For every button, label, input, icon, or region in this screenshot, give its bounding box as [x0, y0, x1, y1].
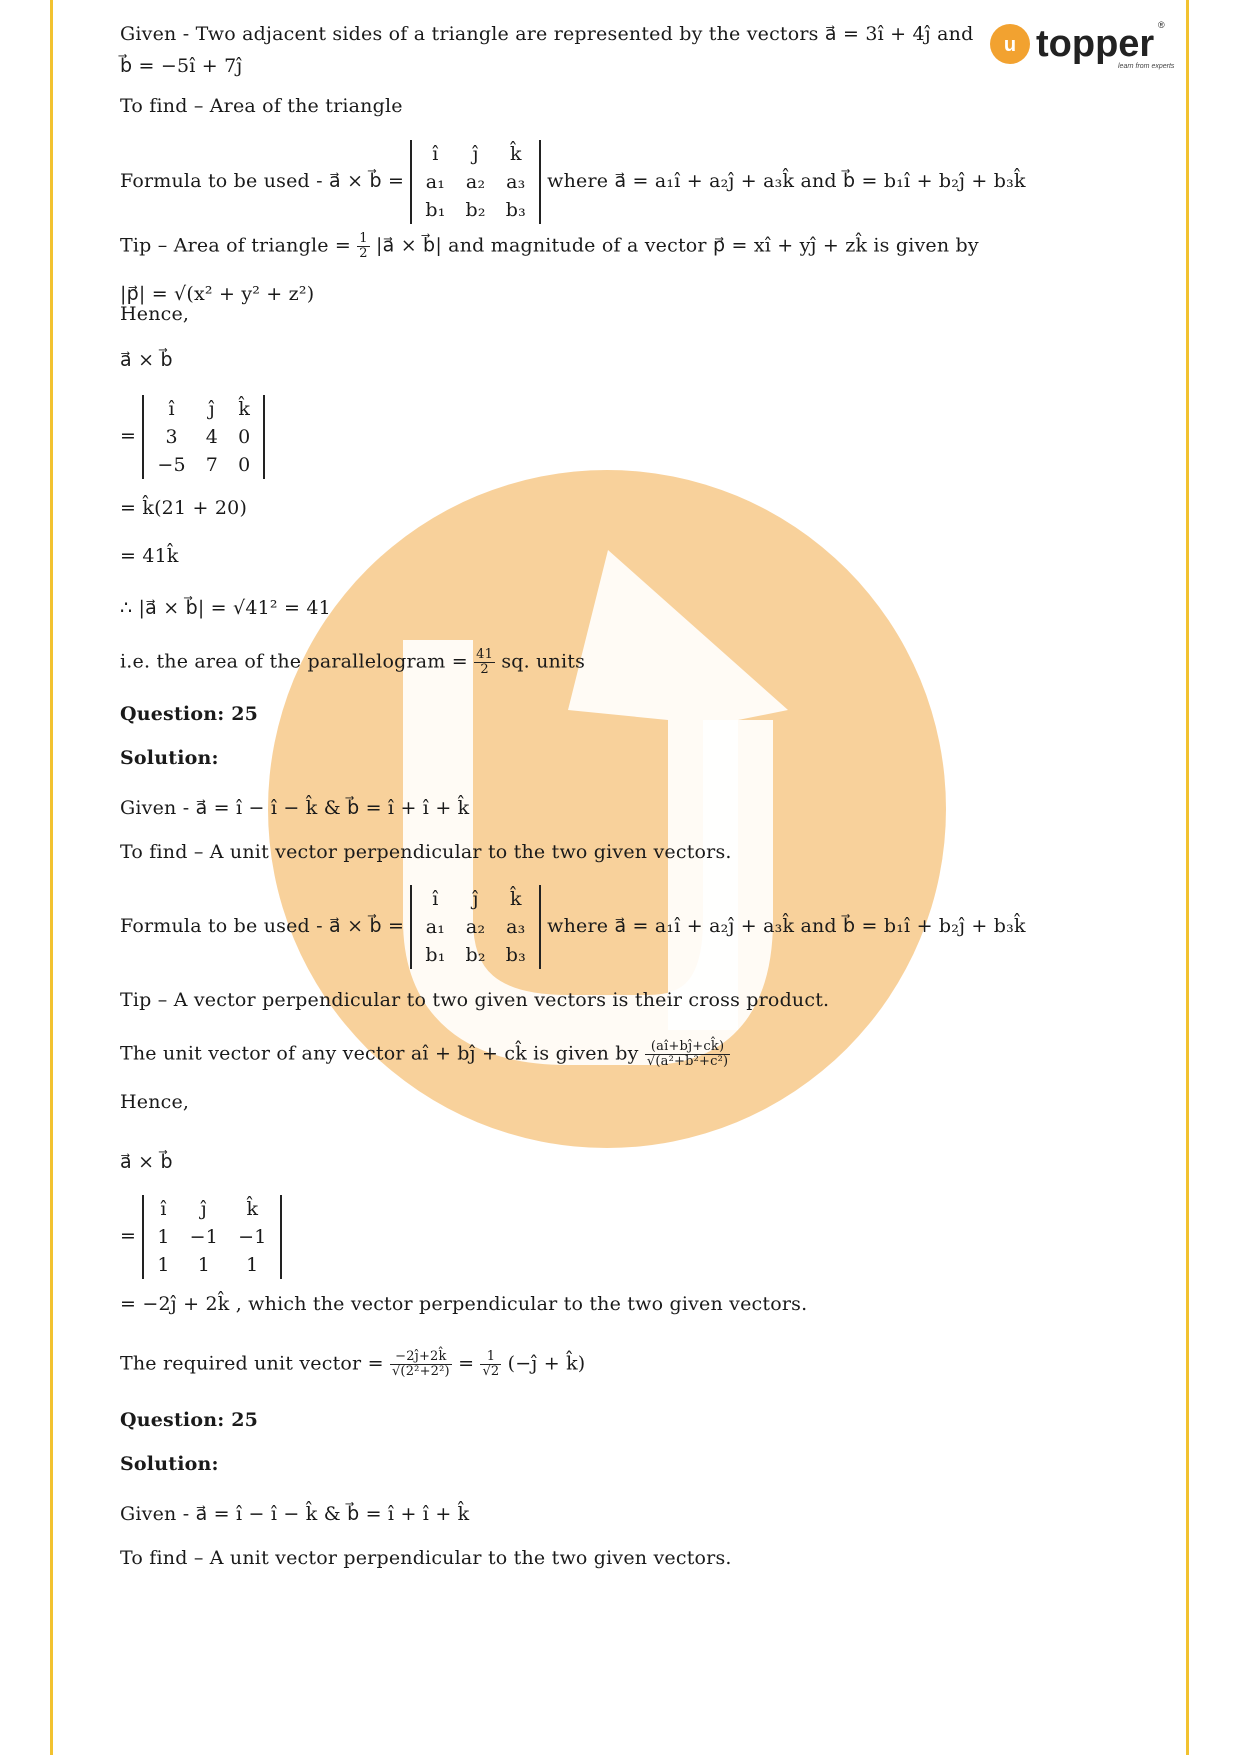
to-find-2: To find – A unit vector perpendicular to the two given vectors.: [120, 841, 732, 863]
formula-1: [120, 140, 1026, 224]
eq-line-3: ∴ |a⃗ × b⃗| = √41² = 41: [120, 597, 331, 619]
fraction-unit: $\frac{(aî+bĵ+ck̂)}{\text{√(a²+b²+c²)}}$: [646, 1039, 729, 1069]
magnitude-formula: |p⃗| = √(x² + y² + z²): [120, 283, 315, 305]
svg-text:®: ®: [1158, 20, 1165, 30]
a-cross-b-2: a⃗ × b⃗: [120, 1151, 173, 1173]
fraction-half: $\frac{1}{2}$: [359, 231, 368, 261]
determinant-generic-1: î ĵ k̂ a₁ a₂ a₃ b₁ b₂ b₃: [410, 140, 541, 224]
determinant-1: î ĵ k̂ 3 4 0 −5 7 0: [142, 395, 265, 479]
tip-1: Tip – Area of triangle = $\frac{1}{2}$ |a⃗ × b⃗| and magnitude of a vector p⃗ = xî + yĵ + zk̂ is given by: [120, 231, 979, 261]
solution-heading-1: Solution:: [120, 747, 219, 769]
given-line-3: Given - a⃗ = î − î − k̂ & b⃗ = î + î + k̂: [120, 797, 470, 819]
given-line-1: Given - Two adjacent sides of a triangle are represented by the vectors a⃗ = 3î + 4ĵ and: [120, 23, 974, 45]
topper-logo: [990, 18, 1175, 78]
svg-text:learn from experts: learn from experts: [1118, 63, 1175, 70]
determinant-line-1: = î ĵ k̂ 3 4 0 −5 7 0: [120, 395, 265, 479]
given-line-2: b⃗ = −5î + 7ĵ: [120, 55, 243, 77]
question-heading-2: Question: 25: [120, 1409, 259, 1431]
formula-2: Formula to be used - a⃗ × b⃗ = î ĵ k̂ a₁ a₂ a₃ b₁ b₂ b₃ where a⃗ = a₁î + a₂ĵ + a₃k̂ and b⃗ = b₁î + b₂ĵ + b₃k̂: [120, 885, 1026, 969]
fraction-area: $\frac{41}{2}$: [476, 647, 494, 677]
eq-line-2: = 41k̂: [120, 545, 179, 567]
eq-line-1: = k̂(21 + 20): [120, 497, 248, 519]
page-border-right: [1186, 0, 1189, 1755]
to-find-3: To find – A unit vector perpendicular to the two given vectors.: [120, 1547, 732, 1569]
svg-text:topper: topper: [1036, 23, 1155, 65]
determinant-generic-2: î ĵ k̂ a₁ a₂ a₃ b₁ b₂ b₃: [410, 885, 541, 969]
page-border-left: [50, 0, 53, 1755]
hence-1: Hence,: [120, 303, 190, 325]
hence-2: Hence,: [120, 1091, 190, 1113]
topper-logo-mark: [990, 18, 1175, 78]
fraction-req-2: $\frac{1}{√2}$: [482, 1349, 500, 1379]
determinant-2: î ĵ k̂ 1 −1 −1 1 1 1: [142, 1195, 281, 1279]
area-result: i.e. the area of the parallelogram = $\frac{41}{2}$ sq. units: [120, 647, 586, 677]
given-line-4: Given - a⃗ = î − î − k̂ & b⃗ = î + î + k̂: [120, 1503, 470, 1525]
tip-2: Tip – A vector perpendicular to two given vectors is their cross product.: [120, 989, 830, 1011]
a-cross-b-1: a⃗ × b⃗: [120, 349, 173, 371]
solution-heading-2: Solution:: [120, 1453, 219, 1475]
determinant-line-2: = î ĵ k̂ 1 −1 −1 1 1 1: [120, 1195, 282, 1279]
unit-vector-formula: The unit vector of any vector aî + bĵ + ck̂ is given by $\frac{(aî+bĵ+ck̂)}{\text{√(a²+b²+c²)}}$: [120, 1039, 729, 1069]
svg-text:u: u: [1003, 34, 1017, 56]
to-find-1: To find – Area of the triangle: [120, 95, 403, 117]
question-heading-1: Question: 25: [120, 703, 259, 725]
formula-1-suffix: where a⃗ = a₁î + a₂ĵ + a₃k̂ and b⃗ = b₁î + b₂ĵ + b₃k̂: [547, 170, 1026, 192]
formula-1-prefix: Formula to be used - a⃗ × b⃗ =: [120, 170, 405, 192]
required-unit-vector: The required unit vector = $\frac{-2ĵ+2k̂}{\text{√(2²+2²)}}$ = $\frac{1}{√2}$ (−ĵ + k̂): [120, 1349, 586, 1379]
eq-line-4: = −2ĵ + 2k̂ , which the vector perpendicular to the two given vectors.: [120, 1293, 808, 1315]
fraction-req: $\frac{-2ĵ+2k̂}{\text{√(2²+2²)}}$: [391, 1349, 450, 1379]
